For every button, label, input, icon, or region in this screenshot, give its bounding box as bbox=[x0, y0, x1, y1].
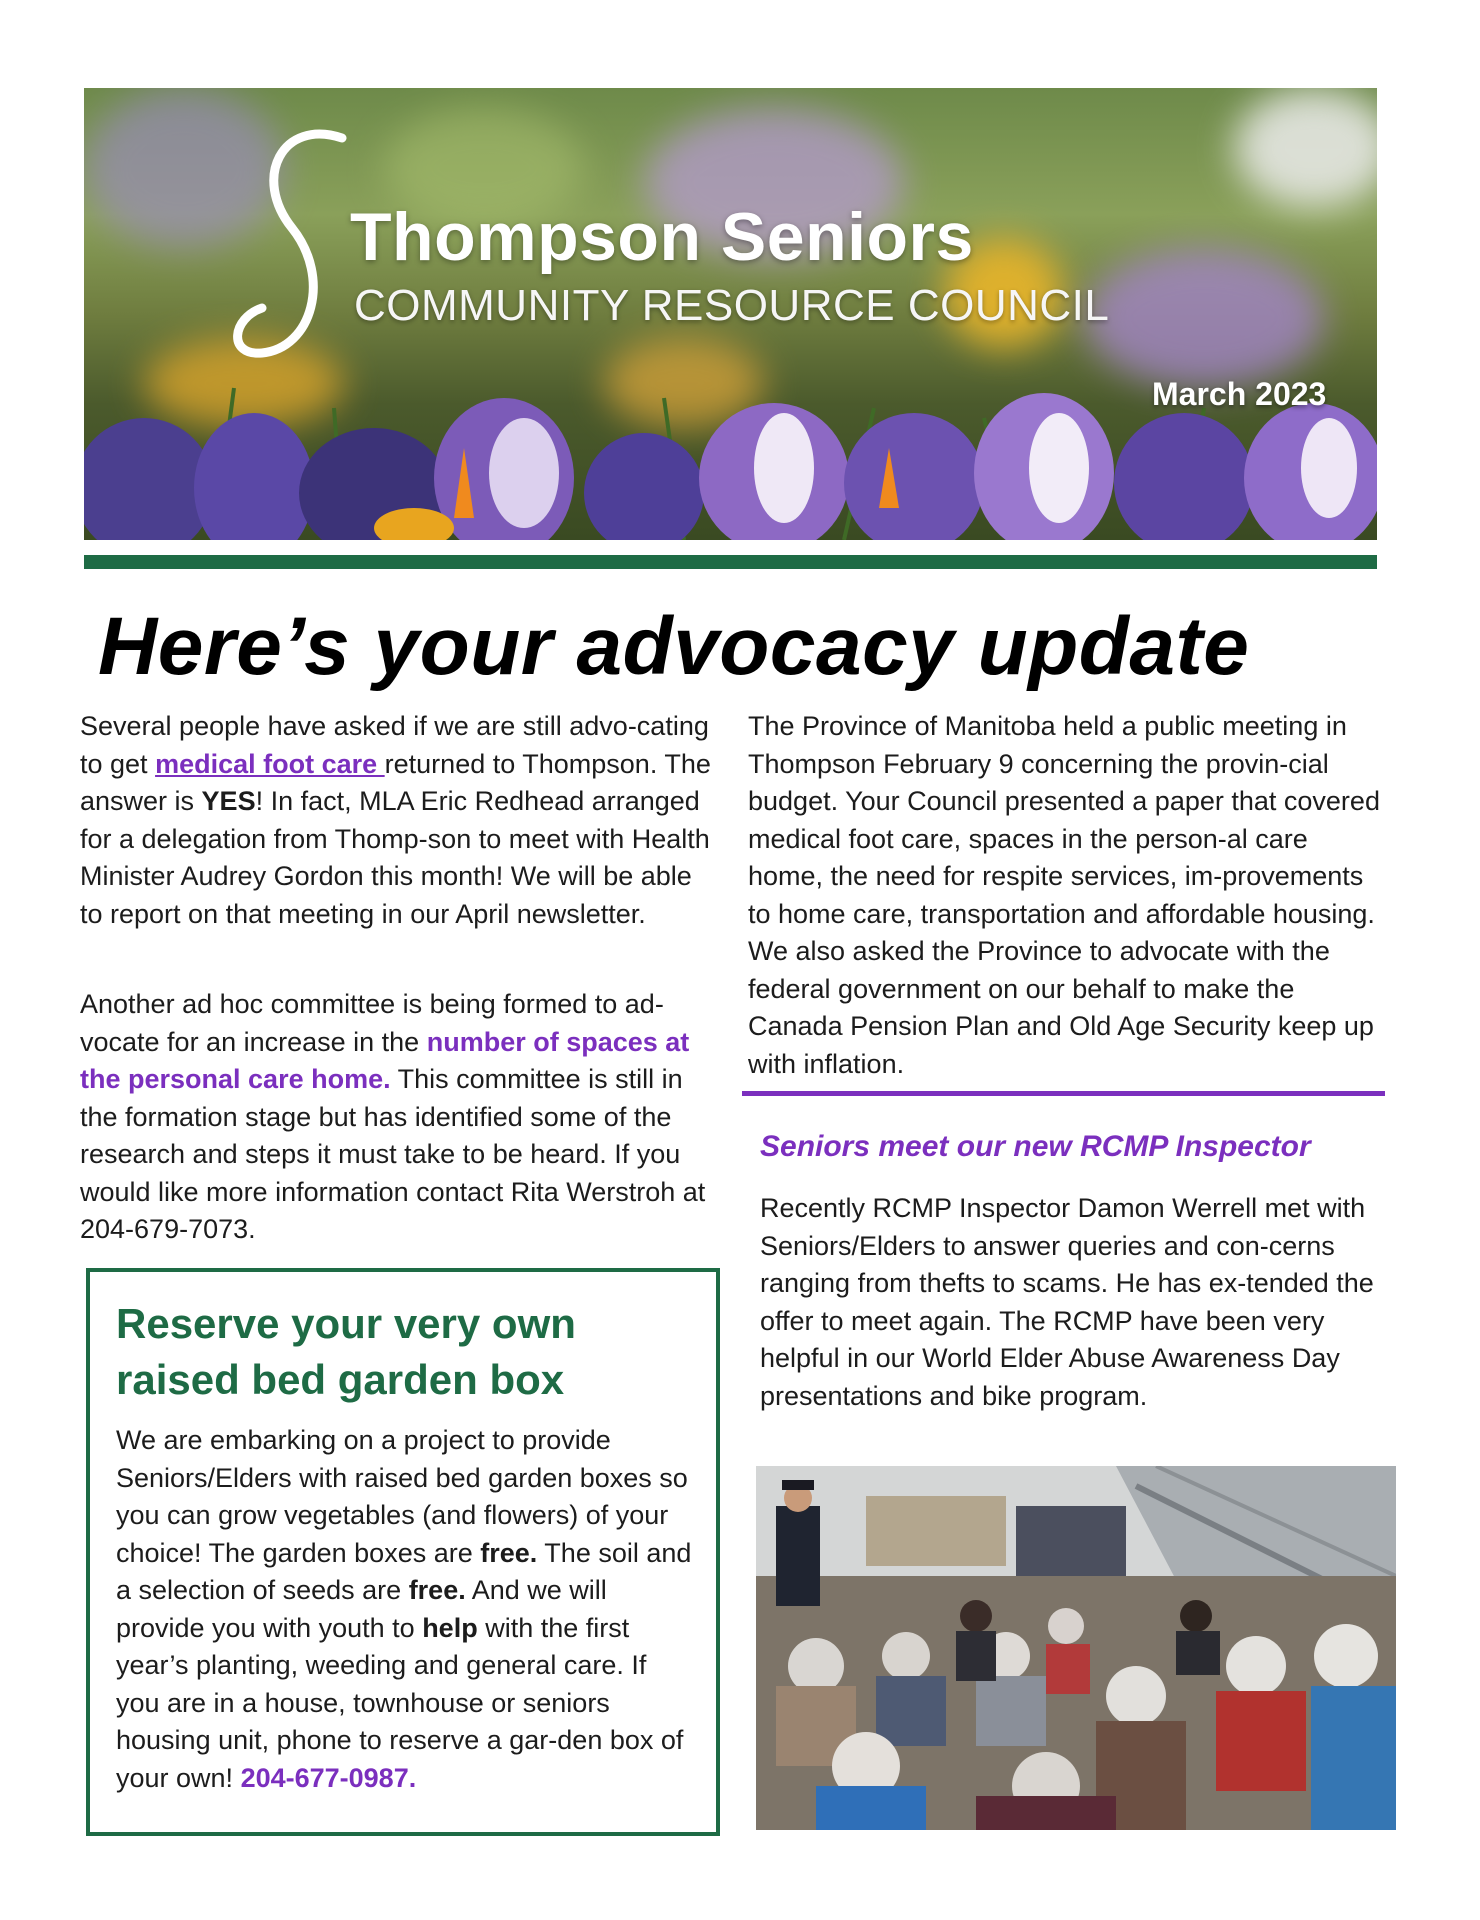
garden-box-title: Reserve your very own raised bed garden box bbox=[116, 1300, 576, 1403]
care-home-highlight: number of spaces at the personal care home. bbox=[80, 1026, 690, 1094]
text-run: with the first year’s planting, weeding and general care. If you are in a house, townhouse or seniors housing unit, phone to reserve a gar-den box of your own! bbox=[116, 1612, 684, 1793]
free-emphasis: free. bbox=[408, 1575, 466, 1605]
medical-foot-care-link[interactable]: medical foot care bbox=[155, 748, 385, 779]
page-headline: Here’s your advocacy update bbox=[98, 601, 1250, 692]
yes-emphasis: YES bbox=[201, 786, 256, 816]
text-run: returned to Thompson. The answer is bbox=[80, 748, 711, 816]
text-run: This committee is still in the formation stage but has identified some of the research and steps it must take to be heard. If you would like more information contact Rita Werstroh at 204-679-7073. bbox=[80, 1064, 706, 1244]
logo-s-icon bbox=[222, 118, 362, 368]
rcmp-paragraph: Recently RCMP Inspector Damon Werrell met with Seniors/Elders to answer queries and con-cerns ranging from thefts to scams. He has ex-tended the offer to meet again. The RCMP have been very helpful in our World Elder Abuse Awareness Day presentations and bike program. bbox=[760, 1193, 1374, 1411]
free-emphasis: free. bbox=[480, 1537, 538, 1568]
text-run: We are embarking on a project to provide Seniors/Elders with raised bed garden boxes so you can grow vegetables (and flowers) of your choice! The garden boxes are bbox=[116, 1425, 688, 1568]
garden-box-body bbox=[116, 1422, 696, 1797]
help-emphasis: help bbox=[422, 1612, 478, 1643]
section-divider bbox=[742, 1091, 1385, 1096]
header-divider bbox=[84, 555, 1377, 569]
issue-date: March 2023 bbox=[1152, 376, 1327, 412]
garden-phone-number[interactable]: 204-677-0987. bbox=[240, 1762, 417, 1793]
garden-box-callout bbox=[86, 1268, 720, 1836]
org-name: Thompson Seniors bbox=[350, 199, 974, 275]
text-run: And we will provide you with youth to bbox=[116, 1575, 607, 1643]
rcmp-heading: Seniors meet our new RCMP Inspector bbox=[760, 1130, 1311, 1163]
text-run: Another ad hoc committee is being formed to ad-vocate for an increase in the bbox=[80, 989, 664, 1057]
care-home-paragraph bbox=[80, 986, 720, 1249]
text-run: ! In fact, MLA Eric Redhead arranged for a delegation from Thomp-son to meet with Health Minister Audrey Gordon this month! We will be able to report on that meeting in our April newsletter. bbox=[80, 786, 710, 929]
meeting-scene bbox=[756, 1466, 1396, 1830]
header-banner bbox=[84, 88, 1377, 540]
rcmp-meeting-photo bbox=[756, 1466, 1396, 1830]
org-subtitle: COMMUNITY RESOURCE COUNCIL bbox=[354, 281, 1110, 330]
text-run: The soil and a selection of seeds are bbox=[116, 1537, 692, 1605]
foot-care-paragraph bbox=[80, 708, 720, 933]
budget-meeting-paragraph: The Province of Manitoba held a public meeting in Thompson February 9 concerning the provin-cial budget. Your Council presented a paper that covered medical foot care, spaces in the person-al care home, the need for respite services, im-provements to home care, transportation and affordable housing. We also asked the Province to advocate with the federal government on our behalf to make the Canada Pension Plan and Old Age Security keep up with inflation. bbox=[748, 711, 1380, 1079]
text-run: Several people have asked if we are still advo-cating to get bbox=[80, 711, 709, 779]
